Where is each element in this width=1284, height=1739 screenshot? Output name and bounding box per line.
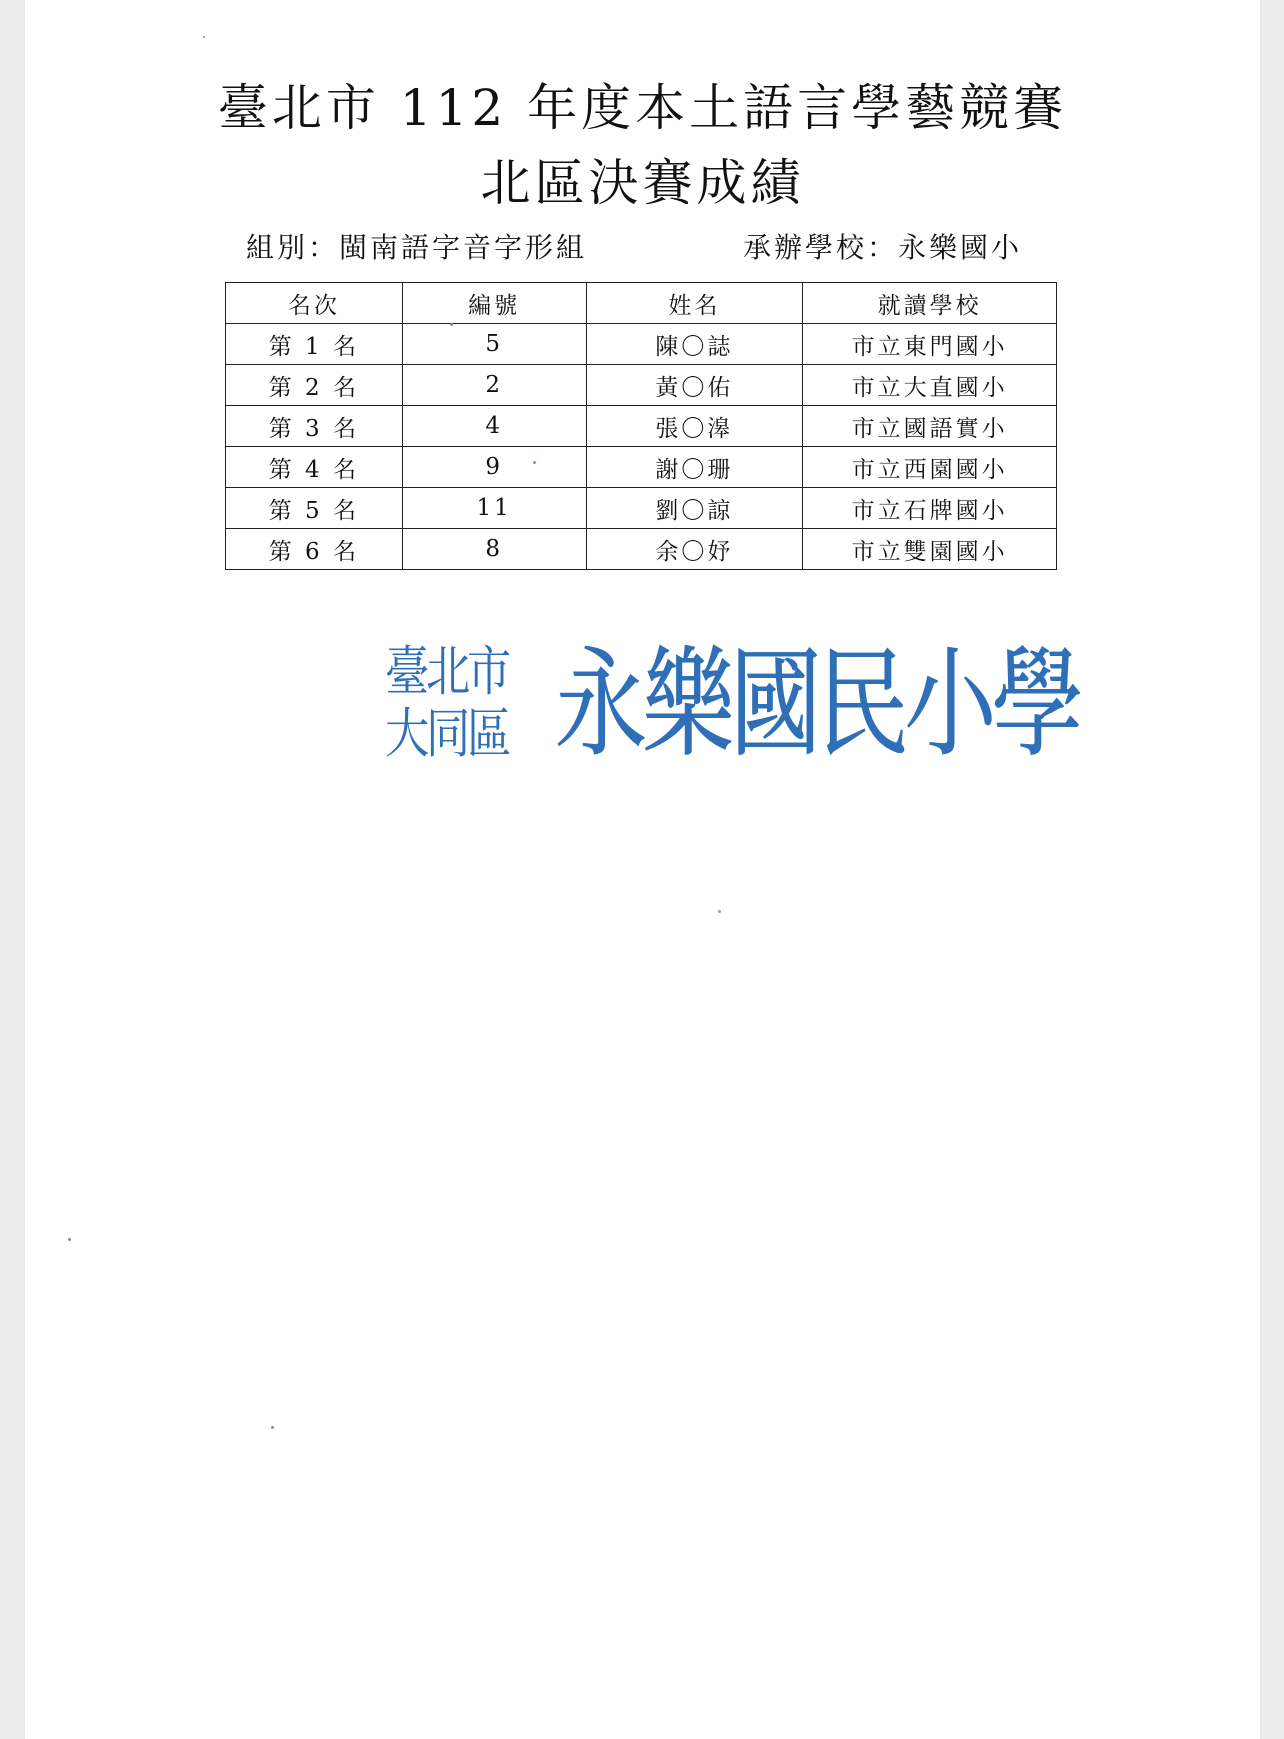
cell-name: 張〇滜 bbox=[586, 406, 803, 447]
cell-school: 市立東門國小 bbox=[803, 324, 1057, 365]
table-row bbox=[226, 406, 1057, 447]
scan-speck bbox=[450, 323, 453, 326]
table-header-row bbox=[226, 283, 1057, 324]
cell-name: 劉〇諒 bbox=[586, 488, 803, 529]
cell-name: 黃〇佑 bbox=[586, 365, 803, 406]
table-row bbox=[226, 529, 1057, 570]
scan-speck bbox=[271, 1426, 274, 1429]
cell-number: 11 bbox=[402, 488, 586, 529]
table-row bbox=[226, 365, 1057, 406]
results-table bbox=[225, 282, 1057, 570]
cell-rank: 第 2 名 bbox=[226, 365, 403, 406]
cell-number: 5 bbox=[402, 324, 586, 365]
cell-school: 市立西園國小 bbox=[803, 447, 1057, 488]
scan-speck bbox=[718, 910, 721, 913]
scan-speck bbox=[203, 36, 205, 38]
document-title: 臺北市 112 年度本土語言學藝競賽 bbox=[217, 79, 1068, 137]
table-row bbox=[226, 447, 1057, 488]
document-page bbox=[25, 0, 1260, 1739]
cell-rank: 第 3 名 bbox=[226, 406, 403, 447]
header-rank: 名次 bbox=[226, 283, 403, 324]
scan-speck bbox=[68, 1238, 71, 1241]
table-row bbox=[226, 488, 1057, 529]
table-row bbox=[226, 324, 1057, 365]
stamp-school-name: 永樂國民小學 bbox=[555, 635, 1080, 773]
cell-school: 市立國語實小 bbox=[803, 406, 1057, 447]
cell-name: 謝〇珊 bbox=[586, 447, 803, 488]
cell-number: 4 bbox=[402, 406, 586, 447]
school-stamp bbox=[385, 635, 1080, 800]
scan-speck bbox=[533, 461, 536, 464]
cell-rank: 第 1 名 bbox=[226, 324, 403, 365]
cell-school: 市立雙園國小 bbox=[803, 529, 1057, 570]
header-school: 就讀學校 bbox=[803, 283, 1057, 324]
cell-rank: 第 4 名 bbox=[226, 447, 403, 488]
host-school-label: 承辦學校：永樂國小 bbox=[743, 231, 1023, 264]
cell-name: 陳〇誌 bbox=[586, 324, 803, 365]
document-subtitle: 北區決賽成績 bbox=[480, 154, 805, 212]
cell-rank: 第 5 名 bbox=[226, 488, 403, 529]
stamp-city: 臺北市 bbox=[385, 640, 508, 703]
stamp-district: 大同區 bbox=[385, 702, 508, 765]
cell-school: 市立石牌國小 bbox=[803, 488, 1057, 529]
cell-number: 9 bbox=[402, 447, 586, 488]
cell-school: 市立大直國小 bbox=[803, 365, 1057, 406]
cell-number: 2 bbox=[402, 365, 586, 406]
cell-rank: 第 6 名 bbox=[226, 529, 403, 570]
cell-name: 余〇妤 bbox=[586, 529, 803, 570]
header-name: 姓名 bbox=[586, 283, 803, 324]
group-label: 組別：閩南語字音字形組 bbox=[246, 231, 588, 264]
cell-number: 8 bbox=[402, 529, 586, 570]
header-number: 編號 bbox=[402, 283, 586, 324]
